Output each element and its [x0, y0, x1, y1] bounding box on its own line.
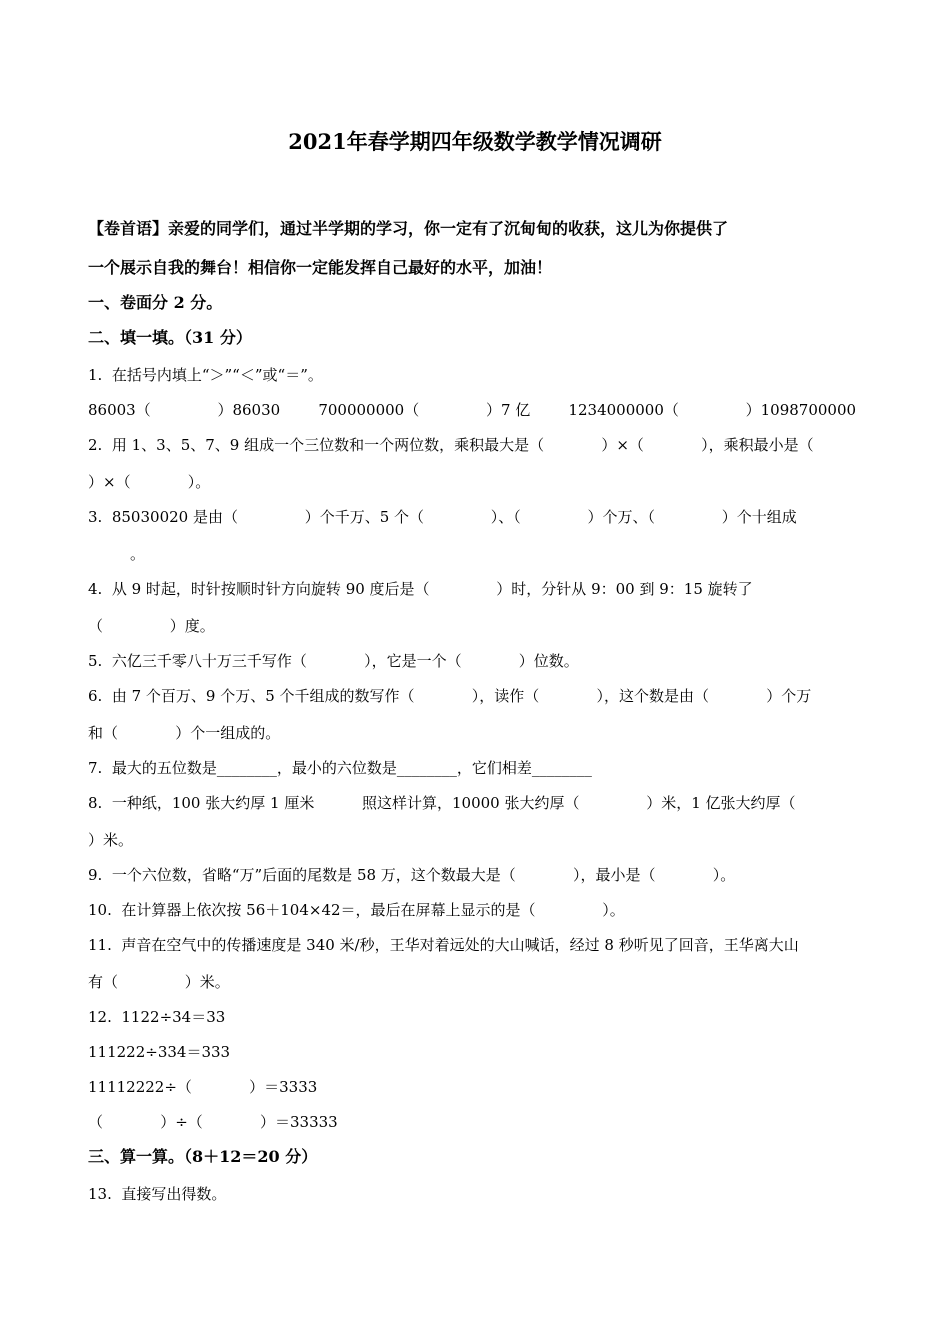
question-12-line-1: 12. 1122÷34＝33: [88, 1008, 226, 1026]
question-7: 7. 最大的五位数是________，最小的六位数是________，它们相差________: [88, 759, 592, 777]
question-1: 1. 在括号内填上“＞”“＜”或“＝”。: [88, 366, 323, 384]
question-12-line-3: 11112222÷（ ）＝3333: [88, 1078, 318, 1096]
question-3-line-1: 3. 85030020 是由（ ）个千万、5 个（ ）、（ ）个万、（ ）个十组成: [88, 508, 797, 526]
question-8-line-1: 8. 一种纸，100 张大约厚 1 厘米 照这样计算，10000 张大约厚（ ）米，1 亿张大约厚（: [88, 794, 796, 812]
question-4-line-2: （ ）度。: [88, 617, 215, 635]
question-5: 5. 六亿三千零八十万三千写作（ ），它是一个（ ）位数。: [88, 652, 579, 670]
question-9: 9. 一个六位数，省略“万”后面的尾数是 58 万，这个数最大是（ ），最小是（ ）。: [88, 866, 736, 884]
question-12-line-4: （ ）÷（ ）＝33333: [88, 1113, 338, 1131]
section-heading-2: 二、填一填。（31 分）: [88, 328, 252, 347]
question-3-line-2: 。: [130, 545, 146, 563]
question-6-line-2: 和（ ）个一组成的。: [88, 724, 281, 742]
section-heading-1: 一、卷面分 2 分。: [88, 293, 223, 312]
question-2-line-1: 2. 用 1、3、5、7、9 组成一个三位数和一个两位数，乘积最大是（ ）×（ ），乘积最小是（: [88, 436, 814, 454]
question-11-line-2: 有（ ）米。: [88, 973, 230, 991]
question-13: 13. 直接写出得数。: [88, 1185, 227, 1203]
question-6-line-1: 6. 由 7 个百万、9 个万、5 个千组成的数写作（ ），读作（ ），这个数是由（ ）个万: [88, 687, 812, 705]
question-8-line-2: ）米。: [88, 831, 134, 849]
page-title: 2021年春学期四年级数学教学情况调研: [288, 129, 662, 154]
section-heading-3: 三、算一算。（8＋12＝20 分）: [88, 1147, 318, 1166]
question-2-line-2: ）×（ ）。: [88, 473, 211, 491]
question-11-line-1: 11. 声音在空气中的传播速度是 340 米/秒，王华对着远处的大山喊话，经过 8 秒听见了回音，王华离大山: [88, 936, 799, 954]
question-10: 10. 在计算器上依次按 56＋104×42＝，最后在屏幕上显示的是（ ）。: [88, 901, 625, 919]
intro-line-1: 【卷首语】亲爱的同学们，通过半学期的学习，你一定有了沉甸甸的收获，这儿为你提供了: [88, 219, 729, 238]
question-1-items: 86003（ ）86030 700000000（ ）7 亿 1234000000（ ）1098700000: [88, 401, 857, 419]
question-4-line-1: 4. 从 9 时起，时针按顺时针方向旋转 90 度后是（ ）时，分针从 9：00 到 9：15 旋转了: [88, 580, 753, 598]
intro-line-2: 一个展示自我的舞台！相信你一定能发挥自己最好的水平，加油！: [88, 258, 553, 277]
question-12-line-2: 111222÷334＝333: [88, 1043, 231, 1061]
